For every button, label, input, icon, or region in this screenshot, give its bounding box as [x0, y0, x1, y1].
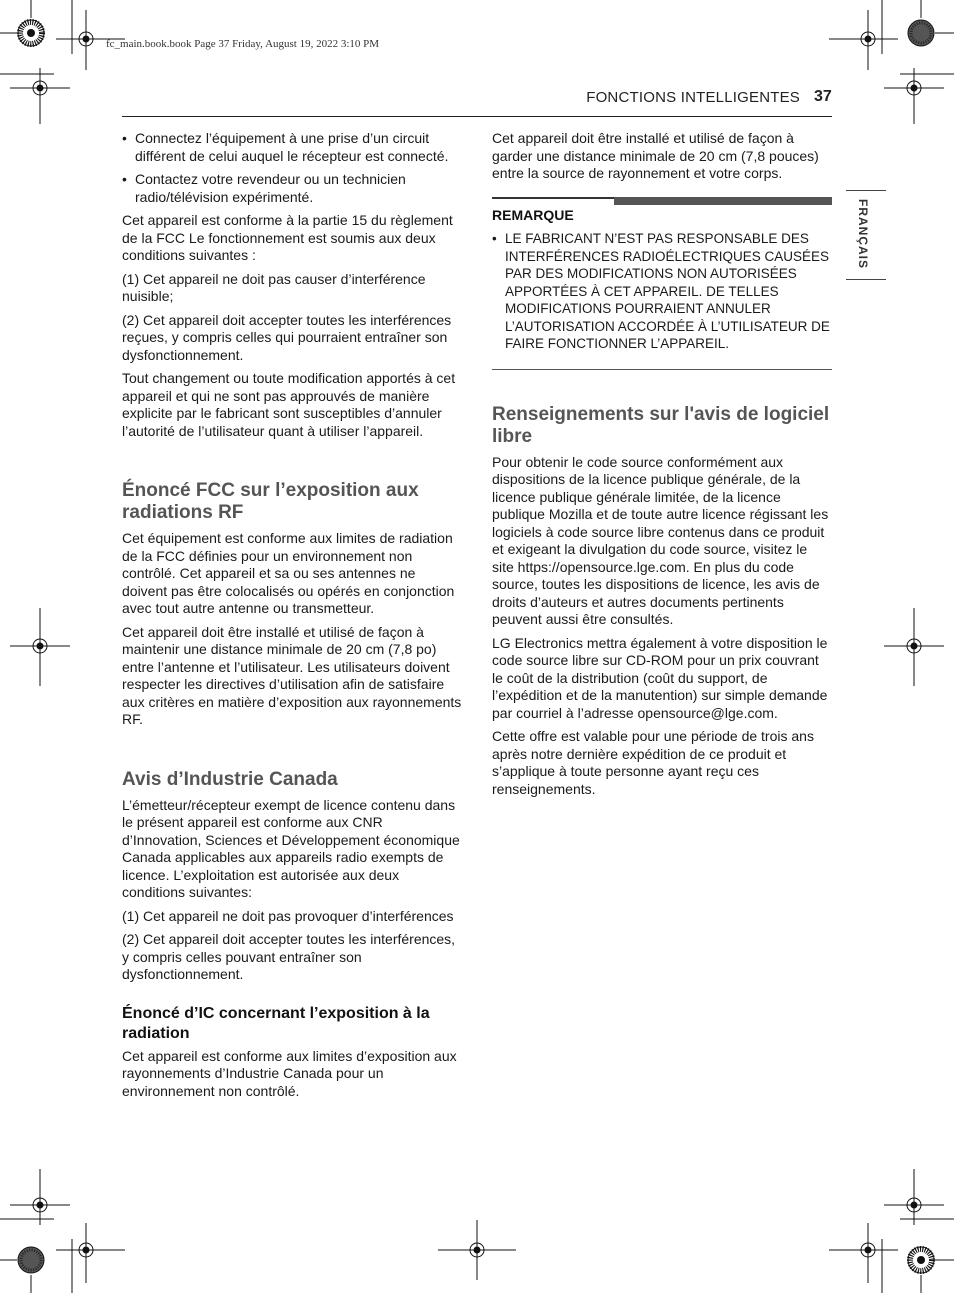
- section-heading-open-source: Renseignements sur l'avis de logiciel libre: [492, 403, 830, 447]
- section-heading-industry-canada: Avis d’Industrie Canada: [122, 768, 338, 790]
- paragraph: Cet équipement est conforme aux limites de radiation de la FCC définies pour un environnement non contrôlé. Cet appareil et sa ou ses antennes ne doivent pas être colocalisés ou opérés en conjonction avec tout autre antenne ou transmetteur.: [122, 530, 455, 616]
- note-header-bar: [492, 197, 832, 207]
- page-number: 37: [814, 88, 832, 105]
- paragraph: (2) Cet appareil doit accepter toutes les interférences, y compris celles pouvant entraîner son dysfonctionnement.: [122, 931, 456, 982]
- bullet-list: [122, 130, 462, 206]
- right-column: [492, 130, 832, 804]
- printer-slug: fc_main.book.book Page 37 Friday, August 19, 2022 3:10 PM: [106, 38, 380, 50]
- paragraph: Cet appareil doit être installé et utilisé de façon à maintenir une distance minimale de 20 cm (7,8 po) entre l’antenne et l’utilisateur. Les utilisateurs doivent respecter les directives d’utilisation afin de satisfaire aux critères en matière d’exposition aux rayonnements RF.: [122, 623, 462, 727]
- paragraph: Cet appareil est conforme aux limites d’exposition aux rayonnements d’Industrie Canada pour un environnement non contrôlé.: [122, 1047, 457, 1099]
- paragraph: Cet appareil doit être installé et utilisé de façon à garder une distance minimale de 20 cm (7,8 pouces) entre la source de rayonnement et votre corps.: [492, 130, 819, 181]
- note-list: [492, 230, 832, 353]
- section-heading-rf-exposure: Énoncé FCC sur l’exposition aux radiations RF: [122, 480, 419, 523]
- note-box: [492, 197, 832, 370]
- paragraph: L’émetteur/récepteur exempt de licence contenu dans le présent appareil est conforme aux CNR d’Innovation, Sciences et Développement économique Canada applicables aux appareils radio exempts de licence. L’exploitation est autorisée aux deux conditions suivantes:: [122, 796, 460, 900]
- language-tab-label: FRANÇAIS: [856, 199, 870, 269]
- paragraph: Cette offre est valable pour une période de trois ans après notre dernière expédition de ce produit et s’applique à toute personne ayant reçu ces renseignements.: [492, 728, 814, 797]
- paragraph: Cet appareil est conforme à la partie 15 du règlement de la FCC Le fonctionnement est soumis aux deux conditions suivantes :: [122, 212, 453, 263]
- list-item: • Contactez votre revendeur ou un technicien radio/télévision expérimenté.: [122, 171, 462, 206]
- header-rule: [122, 116, 832, 117]
- paragraph: Tout changement ou toute modification apportés à cet appareil et qui ne sont pas approuvés de manière explicite par le fabricant sont susceptibles d’annuler l’autorité de l’utilisateur quant à utiliser l’appareil.: [122, 370, 456, 439]
- note-title: REMARQUE: [492, 206, 574, 223]
- language-side-tab: [846, 190, 886, 280]
- paragraph: (2) Cet appareil doit accepter toutes les interférences reçues, y compris celles qui pourraient entraîner son dysfonctionnement.: [122, 311, 452, 363]
- paragraph: LG Electronics mettra également à votre disposition le code source libre sur CD-ROM pour un prix couvrant le coût de la distribution (coût du support, de l’expédition et de la manutention) sur simple demande par courriel à l’adresse opensource@lge.com.: [492, 634, 828, 721]
- note-item: • LE FABRICANT N’EST PAS RESPONSABLE DES INTERFÉRENCES RADIOÉLECTRIQUES CAUSÉES PAR DES MODIFICATIONS NON AUTORISÉES APPORTÉES À CET APPAREIL. DE TELLES MODIFICATIONS POURRAIENT ANNULER L’AUTORISATION ACCORDÉE À L’UTILISATEUR DE FAIRE FONCTIONNER L’APPAREIL.: [492, 230, 832, 353]
- paragraph: (1) Cet appareil ne doit pas provoquer d’interférences: [122, 907, 454, 924]
- running-header-title: FONCTIONS INTELLIGENTES: [586, 89, 800, 106]
- list-item: • Connectez l’équipement à une prise d’un circuit différent de celui auquel le récepteur est connecté.: [122, 130, 462, 165]
- left-column: [122, 130, 462, 1106]
- paragraph: Pour obtenir le code source conformément aux dispositions de la licence publique générale, de la licence publique générale limitée, de la licence publique Mozilla et de toute autre licence régissant les logiciels à code source libre contenus dans ce produit et exigeant la divulgation du code source, visitez le site https://opensource.lge.com. En plus du code source, toutes les dispositions de licence, les avis de droits d’auteurs et autres documents pertinents peuvent aussi être consultés.: [492, 453, 829, 627]
- subsection-heading-ic-radiation: Énoncé d’IC concernant l’exposition à la radiation: [122, 1004, 430, 1042]
- paragraph: (1) Cet appareil ne doit pas causer d’interférence nuisible;: [122, 270, 426, 304]
